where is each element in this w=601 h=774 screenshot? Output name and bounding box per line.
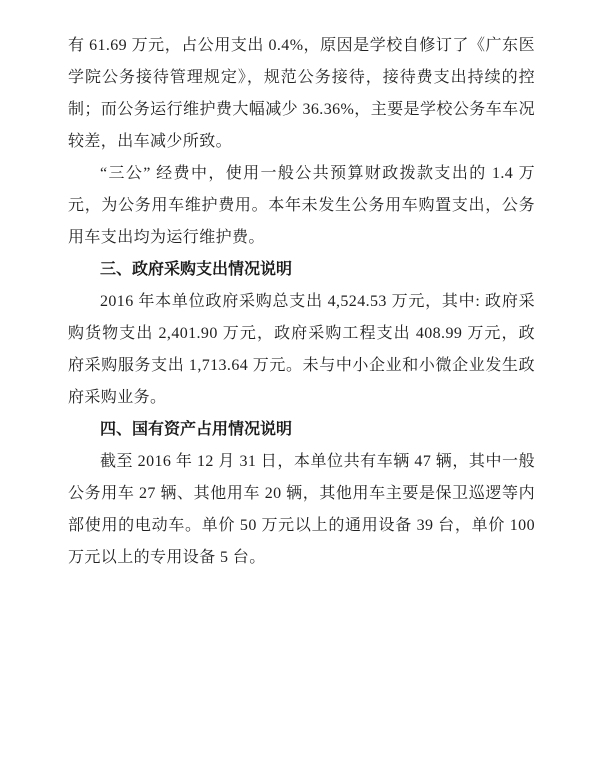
section-heading-state-assets: 四、国有资产占用情况说明 — [100, 421, 293, 438]
paragraph-state-assets: 截至 2016 年 12 月 31 日，本单位共有车辆 47 辆，其中一般公务用车 27 辆、其他用车 20 辆，其他用车主要是保卫巡逻等内部使用的电动车。单价 50 万元以上的通用设备 39 台，单价 100 万元以上的专用设备 5 台。 — [68, 453, 535, 566]
section-heading-government-procurement: 三、政府采购支出情况说明 — [100, 261, 293, 278]
paragraph-three-public-funds-continuation: 有 61.69 万元，占公用支出 0.4%，原因是学校自修订了《广东医学院公务接待管理规定》，规范公务接待，接待费支出持续的控制；而公务运行维护费大幅减少 36.36%，主要是学校公务车车况较差，出车减少所致。 — [68, 37, 535, 150]
paragraph-government-procurement: 2016 年本单位政府采购总支出 4,524.53 万元，其中: 政府采购货物支出 2,401.90 万元，政府采购工程支出 408.99 万元，政府采购服务支出 1,713.64 万元。未与中小企业和小微企业发生政府采购业务。 — [68, 293, 535, 406]
paragraph-three-public-funds-summary: “三公” 经费中，使用一般公共预算财政拨款支出的 1.4 万元，为公务用车维护费用。本年未发生公务用车购置支出，公务用车支出均为运行维护费。 — [68, 165, 535, 246]
